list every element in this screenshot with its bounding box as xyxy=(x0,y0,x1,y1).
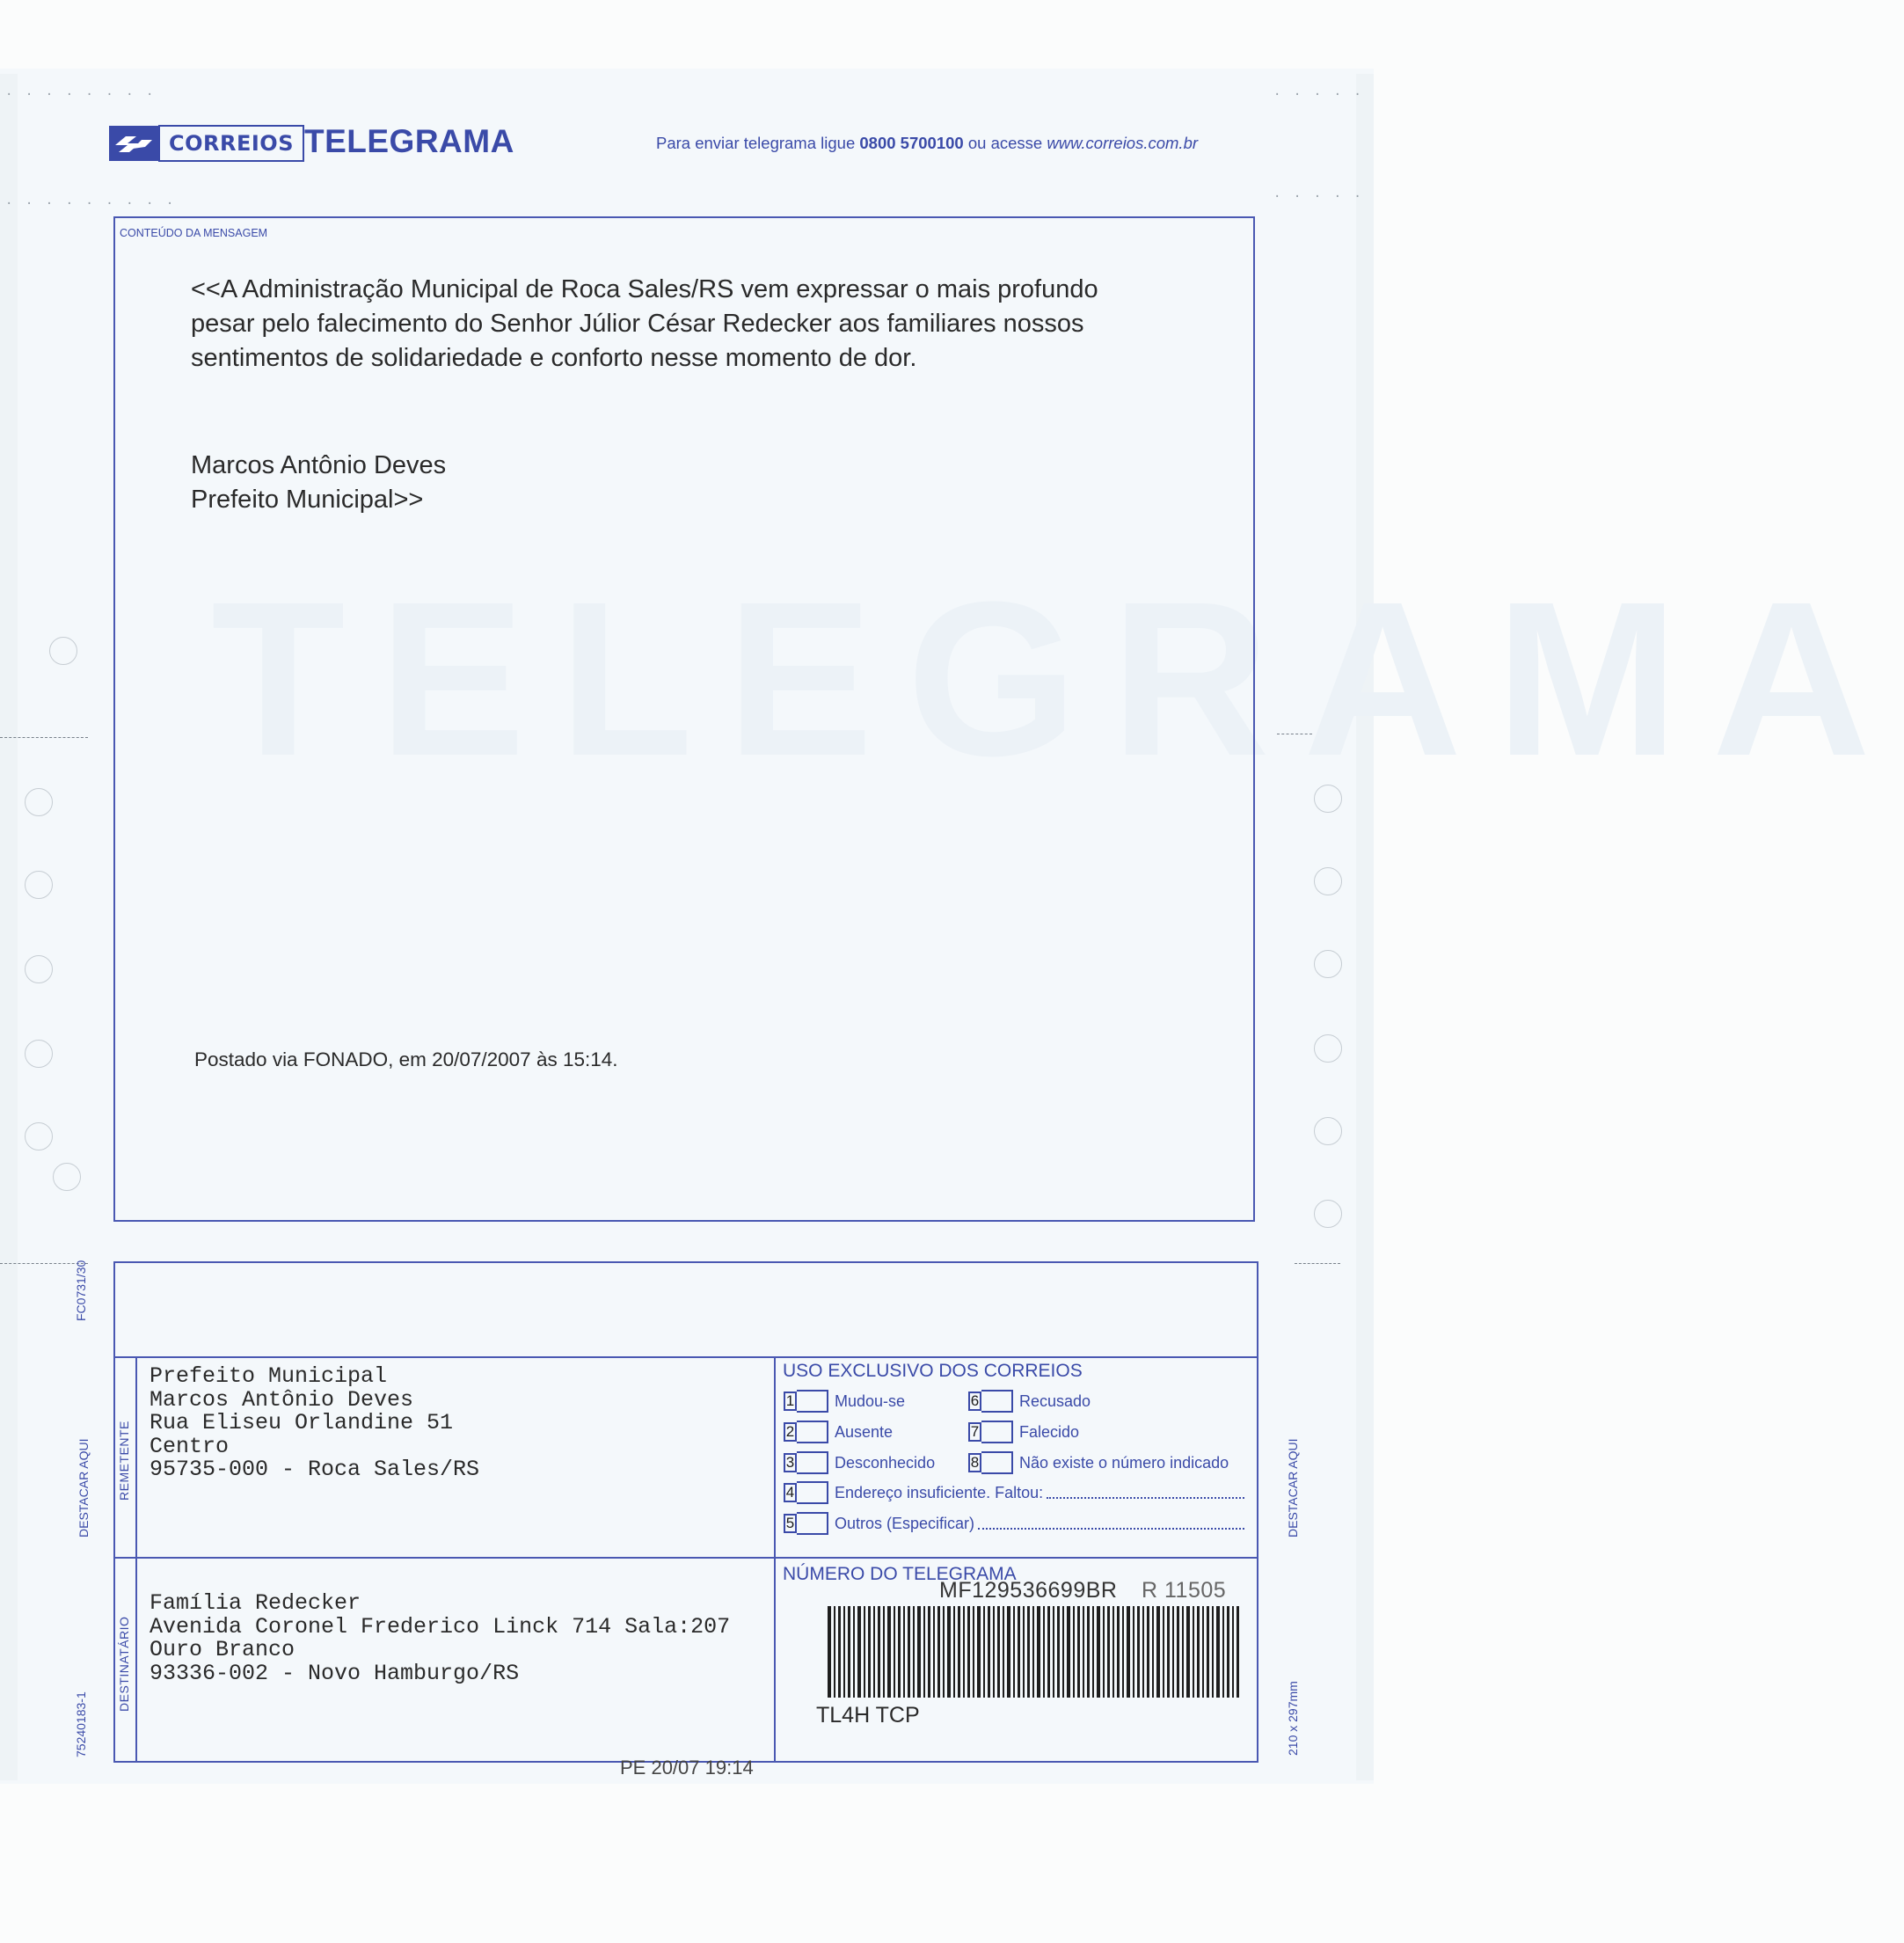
address-line: Marcos Antônio Deves xyxy=(150,1386,414,1413)
barcode-bar xyxy=(1122,1606,1124,1698)
message-line: <<A Administração Municipal de Roca Sales/RS vem expressar o mais profundo xyxy=(191,275,1098,303)
barcode-bar xyxy=(967,1606,970,1698)
address-line: Rua Eliseu Orlandine 51 xyxy=(150,1410,454,1435)
barcode-bar xyxy=(1083,1606,1084,1698)
barcode-bar xyxy=(1222,1606,1224,1698)
barcode-bar xyxy=(908,1606,910,1698)
barcode-bar xyxy=(873,1606,875,1698)
divider xyxy=(135,1356,137,1762)
barcode-bar xyxy=(857,1606,861,1698)
recipient-address xyxy=(150,1592,730,1685)
option-number: 5 xyxy=(784,1514,797,1533)
telegram-number: MF129536699BR xyxy=(939,1578,1118,1603)
barcode-bar xyxy=(1212,1606,1214,1698)
barcode-bar xyxy=(1237,1606,1239,1698)
return-option-unknown[interactable] xyxy=(784,1451,935,1474)
perforation-dots: . . . . . . . . xyxy=(5,84,157,99)
barcode-bar xyxy=(1087,1606,1090,1698)
barcode-bar xyxy=(973,1606,974,1698)
tractor-feed-hole xyxy=(25,1040,53,1068)
perforation-dots: . . . . . . . . . xyxy=(5,194,177,208)
barcode-bar xyxy=(1232,1606,1234,1698)
barcode-bar xyxy=(853,1606,855,1698)
tractor-feed-hole xyxy=(25,871,53,899)
barcode-bar xyxy=(1193,1606,1194,1698)
barcode-bar xyxy=(1103,1606,1105,1698)
date-stamp: PE 20/07 19:14 xyxy=(620,1757,754,1779)
return-option-no-number[interactable] xyxy=(968,1451,1229,1474)
barcode-bar xyxy=(1023,1606,1025,1698)
barcode-bar xyxy=(1117,1606,1120,1698)
tractor-feed-hole xyxy=(25,788,53,816)
barcode-bar xyxy=(903,1606,905,1698)
barcode-bar xyxy=(988,1606,990,1698)
correios-logo xyxy=(109,125,304,162)
barcode-bar xyxy=(1057,1606,1060,1698)
perforation-dots: . . . . . xyxy=(1273,84,1364,99)
barcode-bar xyxy=(864,1606,865,1698)
left-perforated-strip xyxy=(0,74,18,1780)
tractor-feed-hole xyxy=(1314,867,1342,895)
barcode-bar xyxy=(958,1606,960,1698)
barcode-bar xyxy=(937,1606,940,1698)
option-checkbox[interactable] xyxy=(797,1421,828,1443)
barcode-bar xyxy=(963,1606,965,1698)
barcode-bar xyxy=(1003,1606,1004,1698)
message-label: CONTEÚDO DA MENSAGEM xyxy=(120,227,268,239)
sender-address xyxy=(150,1365,479,1482)
address-line: 93336-002 - Novo Hamburgo/RS xyxy=(150,1660,520,1686)
option-number: 4 xyxy=(784,1483,797,1502)
barcode-bar xyxy=(1137,1606,1140,1698)
message-body xyxy=(191,273,1202,376)
tear-line xyxy=(1295,1263,1340,1264)
option-checkbox[interactable] xyxy=(797,1512,828,1535)
option-number: 7 xyxy=(968,1422,981,1442)
address-line: Família Redecker xyxy=(150,1590,361,1616)
signature-name: Marcos Antônio Deves xyxy=(191,451,447,479)
right-perforated-strip xyxy=(1356,74,1374,1780)
option-checkbox[interactable] xyxy=(797,1481,828,1504)
option-number: 8 xyxy=(968,1453,981,1472)
barcode-bar xyxy=(1018,1606,1020,1698)
barcode-bar xyxy=(883,1606,885,1698)
telegram-number-label: NÚMERO DO TELEGRAMA xyxy=(783,1564,1017,1584)
barcode-bar xyxy=(943,1606,945,1698)
message-line: sentimentos de solidariedade e conforto nesse momento de dor. xyxy=(191,344,917,372)
contact-mid: ou acesse xyxy=(967,134,1043,152)
return-option-refused[interactable] xyxy=(968,1390,1091,1413)
divider xyxy=(774,1356,776,1762)
posted-info: Postado via FONADO, em 20/07/2007 às 15:14. xyxy=(194,1048,618,1070)
barcode-bar xyxy=(1227,1606,1229,1698)
detach-here-label: DESTACAR AQUI xyxy=(77,1438,91,1538)
barcode-bar xyxy=(993,1606,995,1698)
telegram-barcode xyxy=(828,1606,1241,1698)
tractor-feed-hole xyxy=(49,637,77,665)
barcode-bar xyxy=(1172,1606,1174,1698)
barcode-bar xyxy=(1043,1606,1045,1698)
tractor-feed-hole xyxy=(1314,1117,1342,1145)
contact-phone: 0800 5700100 xyxy=(859,134,964,152)
barcode-bar xyxy=(1147,1606,1149,1698)
contact-prefix: Para enviar telegrama ligue xyxy=(656,134,856,152)
address-line: 95735-000 - Roca Sales/RS xyxy=(150,1457,480,1482)
barcode-bar xyxy=(1142,1606,1144,1698)
option-number: 1 xyxy=(784,1392,797,1411)
address-line: Prefeito Municipal xyxy=(150,1363,388,1389)
barcode-bar xyxy=(1053,1606,1054,1698)
tear-line xyxy=(0,737,88,738)
option-number: 2 xyxy=(784,1422,797,1442)
message-line: pesar pelo falecimento do Senhor Júlior César Redecker aos familiares nossos xyxy=(191,310,1084,338)
barcode-bar xyxy=(1182,1606,1184,1698)
barcode-bar xyxy=(1186,1606,1190,1698)
option-label: Desconhecido xyxy=(835,1453,936,1472)
paper-size-label: 210 x 297mm xyxy=(1286,1681,1300,1756)
barcode-bar xyxy=(928,1606,930,1698)
barcode-bar xyxy=(887,1606,891,1698)
barcode-bar xyxy=(1127,1606,1130,1698)
option-label: Recusado xyxy=(1019,1392,1091,1410)
signature-block xyxy=(191,449,446,517)
barcode-bar xyxy=(894,1606,895,1698)
perforation-dots: . . . . . xyxy=(1273,186,1364,201)
barcode-bar xyxy=(1207,1606,1209,1698)
option-checkbox[interactable] xyxy=(797,1451,828,1474)
barcode-bar xyxy=(1152,1606,1154,1698)
barcode-bar xyxy=(1027,1606,1030,1698)
fill-line xyxy=(1047,1486,1244,1499)
route-code: R 11505 xyxy=(1142,1578,1227,1603)
tractor-feed-hole xyxy=(1314,1200,1342,1228)
detach-here-label: DESTACAR AQUI xyxy=(1286,1438,1300,1538)
option-label: Falecido xyxy=(1019,1422,1080,1441)
signature-title: Prefeito Municipal>> xyxy=(191,486,424,514)
tractor-feed-hole xyxy=(1314,950,1342,978)
barcode-bar xyxy=(1163,1606,1164,1698)
fill-line xyxy=(978,1517,1244,1530)
option-checkbox[interactable] xyxy=(981,1421,1013,1443)
option-number: 3 xyxy=(784,1453,797,1472)
barcode-bar xyxy=(1037,1606,1040,1698)
tractor-feed-hole xyxy=(25,1122,53,1150)
barcode-bar xyxy=(947,1606,951,1698)
return-option-insufficient-address[interactable] xyxy=(784,1481,1244,1504)
contact-line xyxy=(656,134,1198,153)
barcode-bar xyxy=(917,1606,921,1698)
barcode-bar xyxy=(1007,1606,1010,1698)
divider xyxy=(113,1356,1258,1358)
barcode-bar xyxy=(983,1606,985,1698)
barcode-bar xyxy=(1077,1606,1080,1698)
watermark: TELEGRAMA xyxy=(211,556,1904,801)
address-line: Centro xyxy=(150,1433,230,1459)
postal-use-title: USO EXCLUSIVO DOS CORREIOS xyxy=(783,1361,1083,1381)
barcode-bar xyxy=(1107,1606,1110,1698)
option-label: Não existe o número indicado xyxy=(1019,1453,1229,1472)
form-code: FC0731/30 xyxy=(74,1260,88,1321)
barcode-bar xyxy=(1092,1606,1094,1698)
contact-website: www.correios.com.br xyxy=(1047,134,1199,152)
barcode-bar xyxy=(1067,1606,1070,1698)
barcode-bar xyxy=(838,1606,841,1698)
option-label: Outros (Especificar) xyxy=(835,1514,975,1532)
address-line: Ouro Branco xyxy=(150,1637,295,1662)
barcode-bar xyxy=(1177,1606,1179,1698)
document-title: TELEGRAMA xyxy=(304,123,514,159)
recipient-label: DESTINATÁRIO xyxy=(117,1616,131,1712)
return-option-absent[interactable] xyxy=(784,1421,893,1443)
divider xyxy=(113,1557,1258,1559)
option-label: Endereço insuficiente. Faltou: xyxy=(835,1483,1044,1501)
barcode-bar xyxy=(1097,1606,1100,1698)
option-checkbox[interactable] xyxy=(981,1390,1013,1413)
barcode-bar xyxy=(1167,1606,1170,1698)
tractor-feed-hole xyxy=(1314,1034,1342,1063)
barcode-bar xyxy=(878,1606,880,1698)
tractor-feed-hole xyxy=(53,1163,81,1191)
barcode-bar xyxy=(1216,1606,1220,1698)
barcode-bar xyxy=(898,1606,901,1698)
barcode-bar xyxy=(977,1606,981,1698)
barcode-bar xyxy=(868,1606,871,1698)
barcode-bar xyxy=(1047,1606,1050,1698)
option-checkbox[interactable] xyxy=(797,1390,828,1413)
address-line: Avenida Coronel Frederico Linck 714 Sala:207 xyxy=(150,1613,731,1640)
barcode-bar xyxy=(848,1606,850,1698)
correios-arrow-icon xyxy=(109,126,158,161)
option-checkbox[interactable] xyxy=(981,1451,1013,1474)
barcode-bar xyxy=(1013,1606,1015,1698)
option-number: 6 xyxy=(968,1392,981,1411)
barcode-bar xyxy=(953,1606,955,1698)
return-option-deceased[interactable] xyxy=(968,1421,1079,1443)
sender-label: REMETENTE xyxy=(117,1421,131,1501)
barcode-bar xyxy=(834,1606,835,1698)
barcode-bar xyxy=(1112,1606,1114,1698)
return-option-other[interactable] xyxy=(784,1512,1244,1535)
barcode-bar xyxy=(1133,1606,1134,1698)
barcode-bar xyxy=(1156,1606,1160,1698)
barcode-bar xyxy=(1032,1606,1034,1698)
barcode-bar xyxy=(843,1606,845,1698)
barcode-bar xyxy=(1202,1606,1204,1698)
barcode-bar xyxy=(1062,1606,1064,1698)
barcode-bar xyxy=(828,1606,831,1698)
option-label: Mudou-se xyxy=(835,1392,906,1410)
tractor-feed-hole xyxy=(25,955,53,983)
service-code: TL4H TCP xyxy=(816,1703,920,1728)
barcode-bar xyxy=(923,1606,925,1698)
barcode-bar xyxy=(1197,1606,1200,1698)
serial-code: 75240183-1 xyxy=(74,1691,88,1757)
return-option-moved[interactable] xyxy=(784,1390,905,1413)
logo-wordmark: CORREIOS xyxy=(158,125,304,162)
barcode-bar xyxy=(933,1606,935,1698)
barcode-bar xyxy=(997,1606,1000,1698)
barcode-bar xyxy=(1073,1606,1075,1698)
barcode-bar xyxy=(913,1606,915,1698)
option-label: Ausente xyxy=(835,1422,894,1441)
